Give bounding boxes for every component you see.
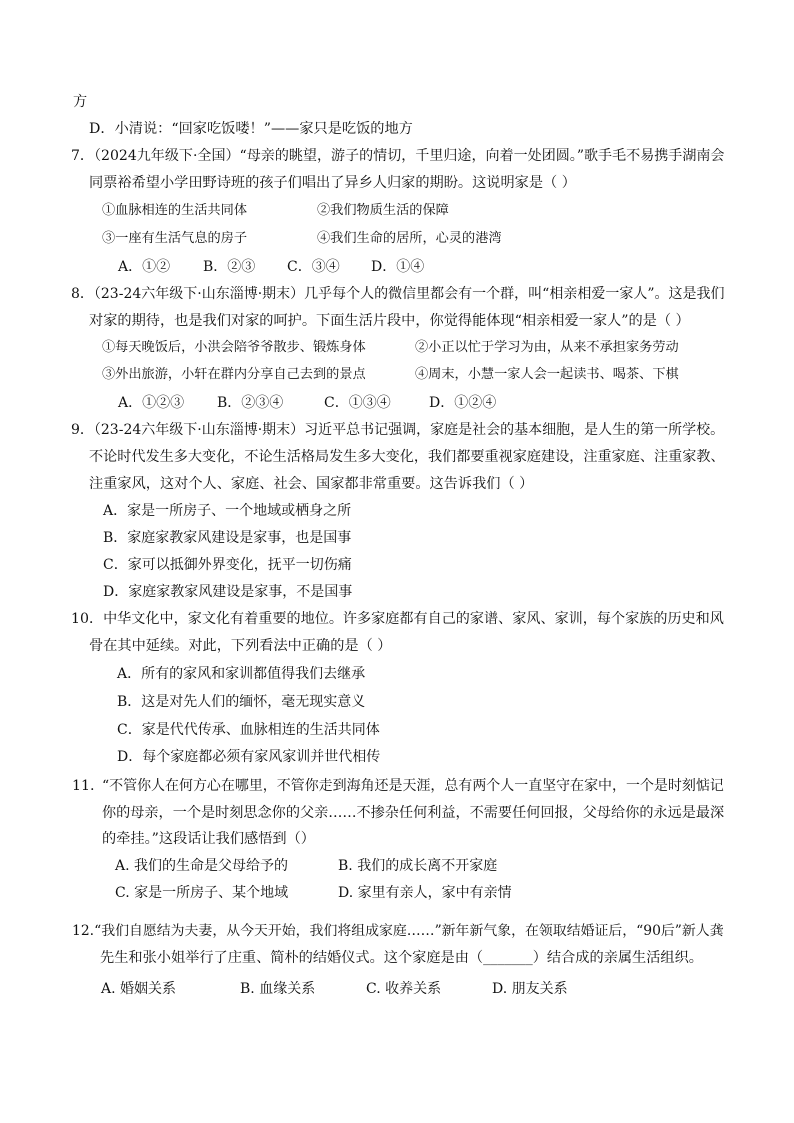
q8-item-1: ①每天晚饭后，小洪会陪爷爷散步、锻炼身体 [102, 340, 366, 355]
q8-choice-d: D．①②④ [429, 395, 497, 411]
q8-item-4: ④周末，小慧一家人会一起读书、喝茶、下棋 [415, 367, 679, 382]
q9-option-a: A．家是一所房子、一个地域或栖身之所 [103, 503, 352, 519]
q10-stem-line1: 10．中华文化中，家文化有着重要的地位。许多家庭都有自己的家谱、家风、家训，每个家族的历史和风 [71, 611, 724, 627]
q11-option-c: C. 家是一所房子、某个地域 [115, 885, 289, 901]
q9-option-d: D．家庭家教家风建设是家事，不是国事 [103, 584, 353, 600]
q8-item-2: ②小正以忙于学习为由，从来不承担家务劳动 [415, 340, 679, 355]
q7-choice-c: C．③④ [287, 259, 340, 275]
q8-stem-line2: 对家的期待，也是我们对家的呵护。下面生活片段中，你觉得能体现“相亲相爱一家人”的是（ ） [89, 313, 690, 329]
q9-stem-line3: 注重家风，这对个人、家庭、社会、国家都非常重要。这告诉我们（ ） [89, 476, 534, 492]
q6-option-d: D．小清说：“回家吃饭喽！”——家只是吃饭的地方 [89, 121, 413, 137]
q11-stem-line3: 的牵挂。”这段话让我们感悟到（） [102, 831, 315, 847]
q7-item-4: ④我们生命的居所，心灵的港湾 [317, 231, 502, 246]
q9-option-c: C．家可以抵御外界变化，抚平一切伤痛 [103, 557, 352, 573]
q9-option-b: B．家庭家教家风建设是家事，也是国事 [103, 530, 352, 546]
q12-stem-line1: 12.“我们自愿结为夫妻，从今天开始，我们将组成家庭……”新年新气象，在领取结婚证后，“90后”新人龚 [72, 923, 724, 939]
q6-tail-text: 方 [73, 94, 88, 110]
q11-stem-line1: “不管你人在何方心在哪里，不管你走到海角还是天涯，总有两个人一直坚守在家中，一个是时刻惦记 [102, 778, 724, 794]
q7-stem-line2: 同票裕希望小学田野诗班的孩子们唱出了异乡人归家的期盼。这说明家是（ ） [89, 175, 576, 191]
q12-stem-line2 [100, 948, 703, 968]
q7-choice-d: D．①④ [371, 259, 425, 275]
q12-choice-d: D. 朋友关系 [492, 981, 568, 997]
q8-stem-line1: 8．（23-24六年级下·山东淄博·期末）几乎每个人的微信里都会有一个群，叫“相亲相爱一家人”。这是我们 [71, 286, 725, 302]
q11-number: 11. [72, 778, 95, 794]
q8-choice-b: B．②③④ [217, 395, 284, 411]
q10-option-c: C．家是代代传承、血脉相连的生活共同体 [117, 722, 380, 738]
q8-item-3: ③外出旅游，小轩在群内分享自己去到的景点 [102, 367, 366, 382]
q11-option-b: B. 我们的成长离不开家庭 [338, 858, 498, 874]
q10-option-d: D．每个家庭都必须有家风家训并世代相传 [117, 749, 381, 765]
q9-stem-line1: 9．（23-24六年级下·山东淄博·期末）习近平总书记强调，家庭是社会的基本细胞，是人生的第一所学校。 [71, 422, 725, 438]
q12-choice-a: A. 婚姻关系 [101, 981, 177, 997]
q10-stem-line2: 骨在其中延续。对此，下列看法中正确的是（ ） [89, 638, 392, 654]
q10-option-b: B．这是对先人们的缅怀，毫无现实意义 [117, 694, 366, 710]
q8-choice-a: A．①②③ [118, 395, 185, 411]
q12-choice-b: B. 血缘关系 [240, 981, 316, 997]
q7-choice-b: B．②③ [203, 259, 256, 275]
q7-item-3: ③一座有生活气息的房子 [102, 231, 248, 246]
q12-stem-line2-start: 先生和张小姐举行了庄重、简朴的结婚仪式。这个家庭是由（ [100, 950, 484, 966]
q11-option-d: D. 家里有亲人，家中有亲情 [338, 885, 512, 901]
q10-option-a: A．所有的家风和家训都值得我们去继承 [117, 666, 366, 682]
q11-stem-line2: 你的母亲，一个是时刻思念你的父亲……不掺杂任何利益，不需要任何回报，父母给你的永远是最深 [102, 805, 725, 821]
q7-stem-line1: 7．（2024九年级下·全国）“母亲的眺望，游子的情切，千里归途，向着一处团圆。”歌手毛不易携手湖南会 [71, 148, 725, 164]
q12-choice-c: C. 收养关系 [366, 981, 442, 997]
q9-stem-line2: 不论时代发生多大变化，不论生活格局发生多大变化，我们都要重视家庭建设，注重家庭、注重家教、 [89, 449, 725, 465]
q7-choice-a: A．①② [118, 259, 171, 275]
q12-answer-blank: _______ [483, 950, 533, 966]
q8-choice-c: C．①③④ [324, 395, 391, 411]
q12-stem-line2-end: ）结合成的亲属生活组织。 [532, 950, 703, 966]
q7-item-2: ②我们物质生活的保障 [317, 203, 449, 218]
q11-option-a: A. 我们的生命是父母给予的 [115, 858, 289, 874]
q7-item-1: ①血脉相连的生活共同体 [102, 203, 248, 218]
